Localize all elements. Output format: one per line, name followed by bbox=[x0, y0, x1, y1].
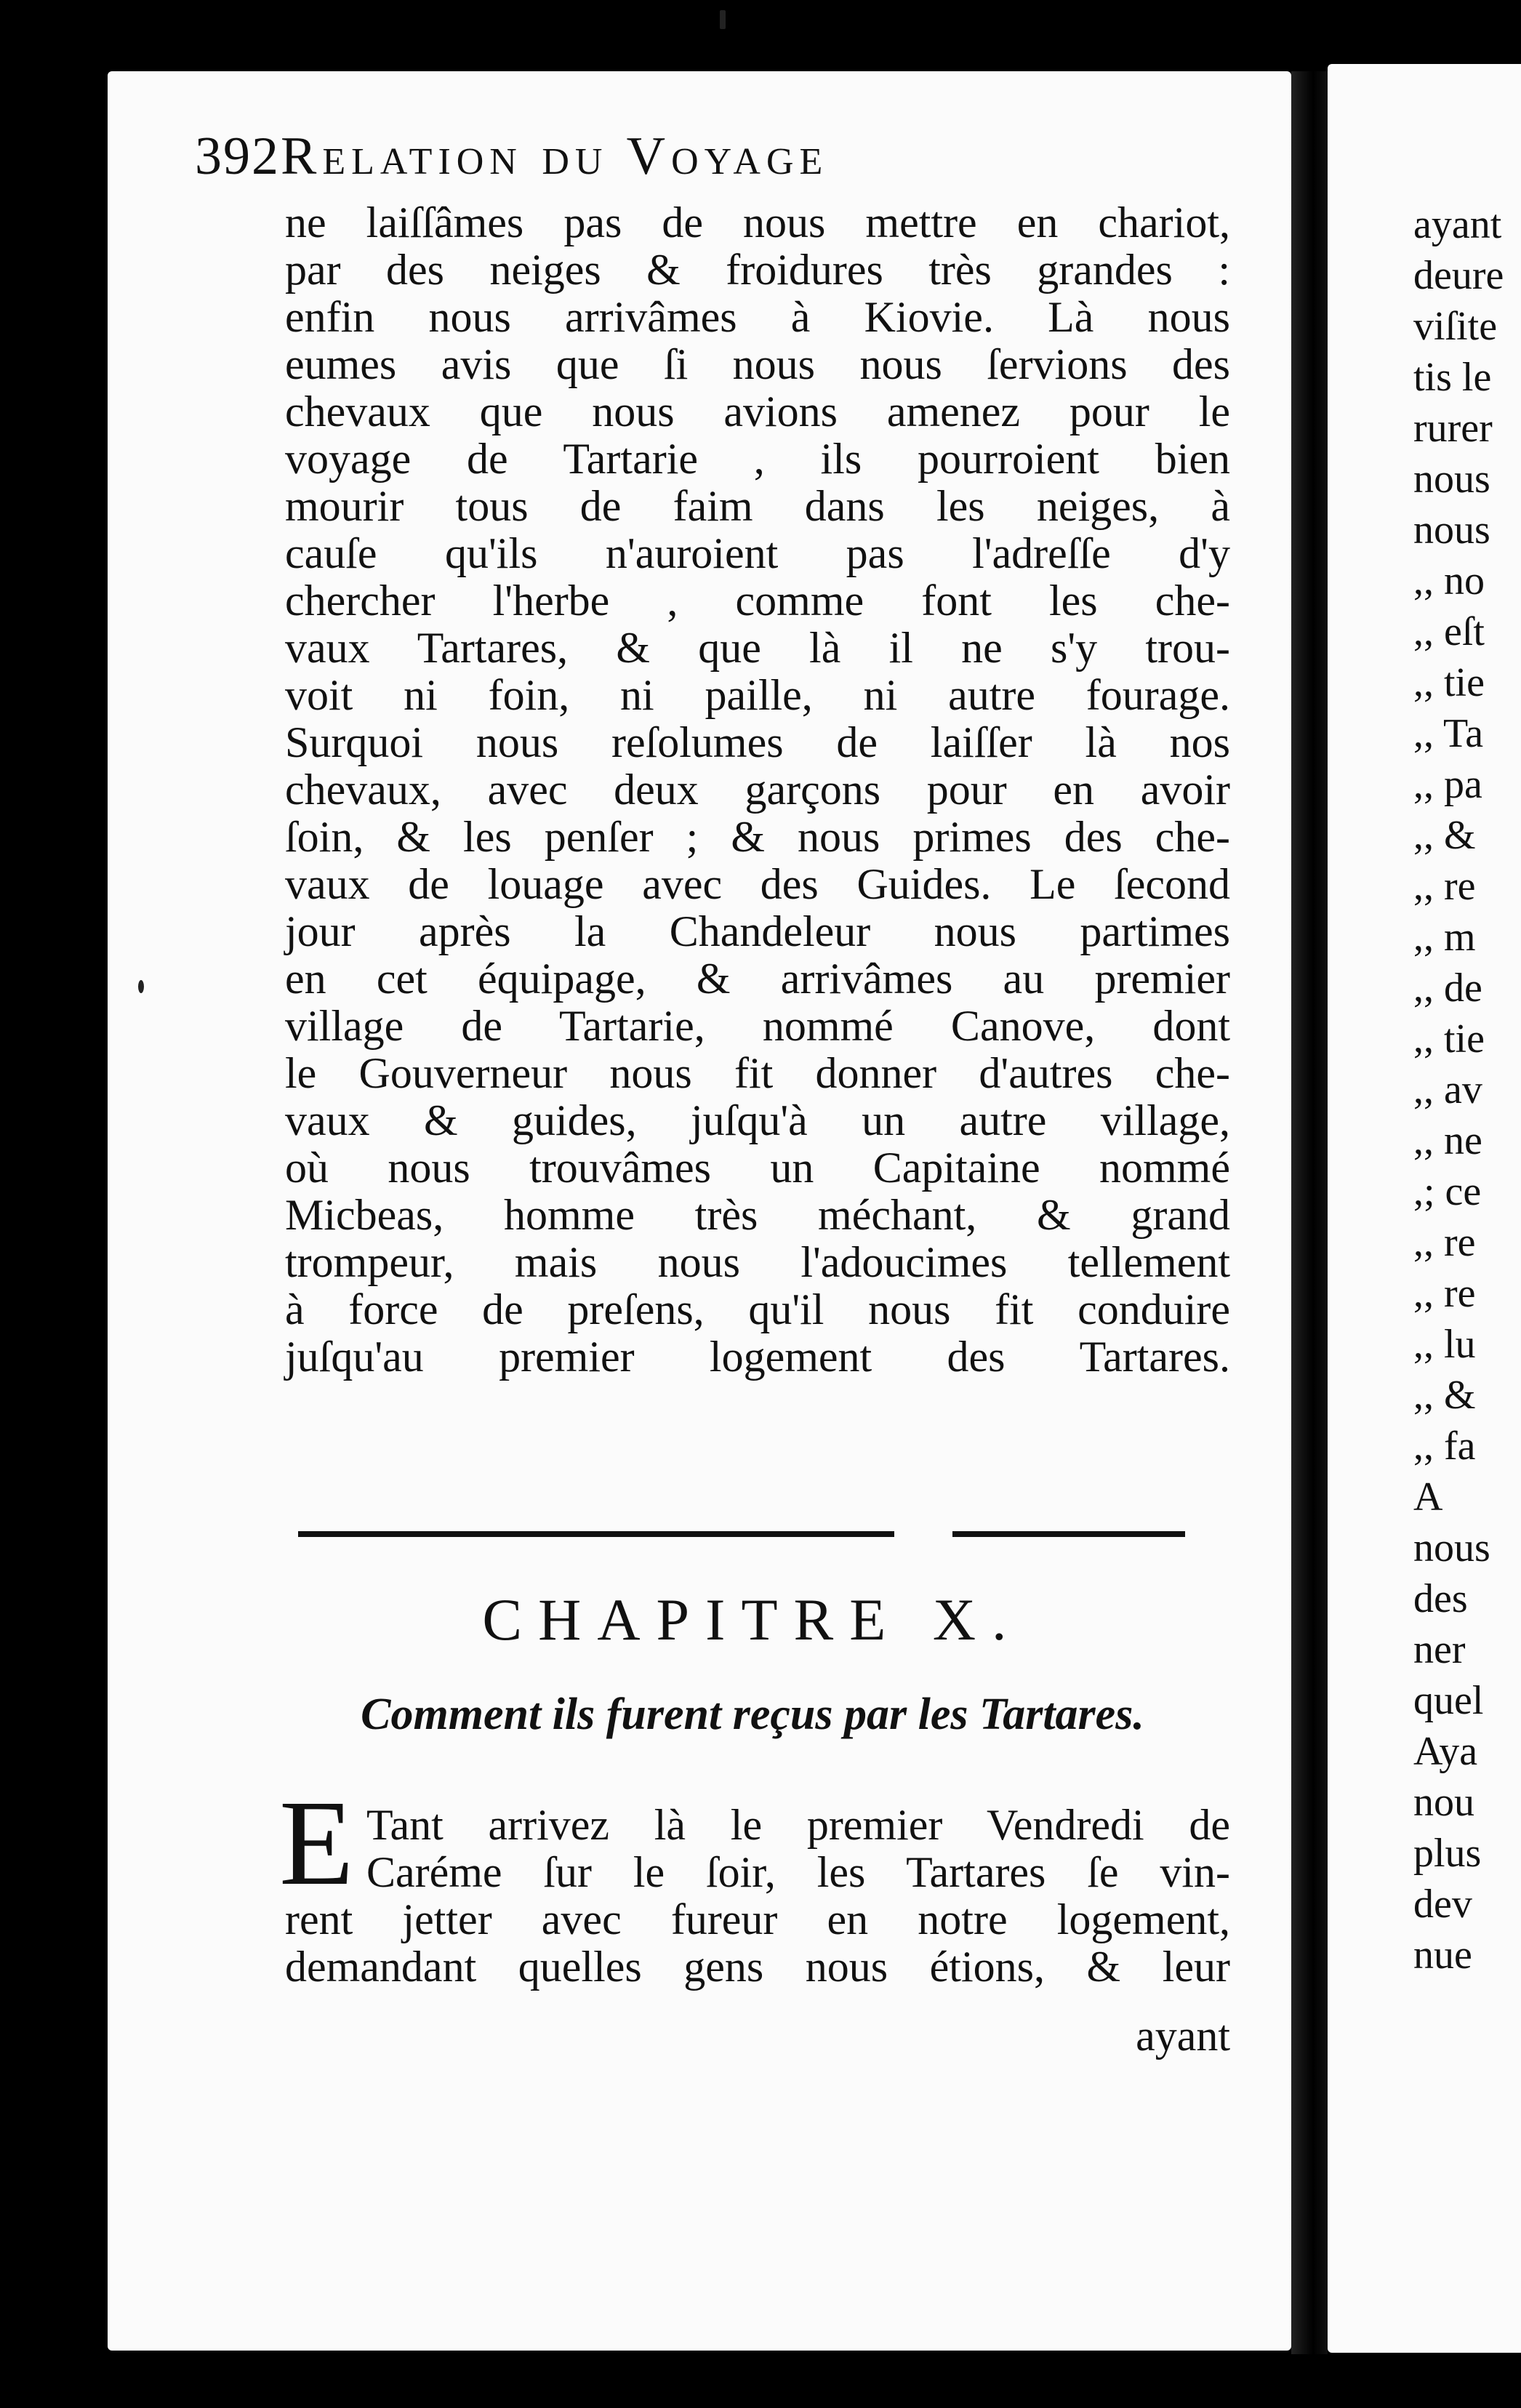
facing-line: ,, ne bbox=[1413, 1118, 1482, 1163]
text-line: vaux de louage avec des Guides. Le ſecond bbox=[285, 860, 1230, 908]
book-gutter bbox=[1291, 71, 1328, 2354]
chapter-title: CHAPITRE X. bbox=[482, 1586, 1023, 1653]
text-line: le Gouverneur nous fit donner d'autres che- bbox=[285, 1049, 1230, 1097]
text-line: jour après la Chandeleur nous partimes bbox=[285, 907, 1230, 955]
facing-line: ner bbox=[1413, 1627, 1466, 1672]
facing-line: tis le bbox=[1413, 355, 1492, 400]
text-line: Surquoi nous reſolumes de laiſſer là nos bbox=[285, 718, 1230, 766]
facing-line: plus bbox=[1413, 1831, 1482, 1876]
text-line: chevaux que nous avions amenez pour le bbox=[285, 388, 1230, 436]
facing-line: viſite bbox=[1413, 304, 1498, 349]
body-text bbox=[285, 199, 1230, 1381]
text-line: vaux & guides, juſqu'à un autre village, bbox=[285, 1096, 1230, 1144]
facing-line: ,, de bbox=[1413, 966, 1482, 1011]
catchword: ayant bbox=[1136, 2012, 1230, 2060]
facing-line: ,, re bbox=[1413, 1220, 1476, 1265]
facing-line: ,, re bbox=[1413, 1271, 1476, 1316]
page-number: 392 bbox=[195, 127, 280, 186]
text-line: par des neiges & froidures très grandes : bbox=[285, 246, 1230, 294]
facing-line: ,, fa bbox=[1413, 1424, 1476, 1469]
facing-line: ,, av bbox=[1413, 1067, 1482, 1112]
facing-line: ,, m bbox=[1413, 915, 1476, 960]
text-line: vaux Tartares, & que là il ne s'y trou- bbox=[285, 624, 1230, 672]
text-line: village de Tartarie, nommé Canove, dont bbox=[285, 1002, 1230, 1050]
text-line: chercher l'herbe , comme font les che- bbox=[285, 577, 1230, 625]
facing-line: nous bbox=[1413, 457, 1490, 502]
facing-line: nous bbox=[1413, 1525, 1490, 1570]
text-line: juſqu'au premier logement des Tartares. bbox=[285, 1333, 1230, 1381]
chapter-text bbox=[285, 1802, 1230, 1991]
text-line: demandant quelles gens nous étions, & leur bbox=[285, 1943, 1230, 1991]
text-line: eumes avis que ſi nous nous ſervions des bbox=[285, 340, 1230, 388]
text-line: Micbeas, homme très méchant, & grand bbox=[285, 1191, 1230, 1239]
text-line: où nous trouvâmes un Capitaine nommé bbox=[285, 1144, 1230, 1192]
facing-line: dev bbox=[1413, 1882, 1472, 1927]
facing-line: quel bbox=[1413, 1678, 1484, 1723]
facing-line: nou bbox=[1413, 1780, 1474, 1825]
facing-line: ,, tie bbox=[1413, 660, 1485, 705]
facing-line: ,, & bbox=[1413, 813, 1476, 858]
text-line: chevaux, avec deux garçons pour en avoir bbox=[285, 766, 1230, 814]
facing-line: Aya bbox=[1413, 1729, 1478, 1774]
facing-line: ayant bbox=[1413, 202, 1502, 247]
facing-line: ,, Ta bbox=[1413, 711, 1484, 756]
text-line: mourir tous de faim dans les neiges, à bbox=[285, 482, 1230, 530]
facing-line: A bbox=[1413, 1474, 1443, 1520]
facing-line: ,, eſt bbox=[1413, 609, 1485, 654]
facing-line: ,; ce bbox=[1413, 1169, 1482, 1214]
facing-line: ,, lu bbox=[1413, 1322, 1476, 1367]
chapter-divider bbox=[298, 1531, 1207, 1543]
text-line: Tant arrivez là le premier Vendredi de bbox=[366, 1801, 1230, 1849]
facing-line: ,, & bbox=[1413, 1373, 1476, 1418]
text-line: voit ni foin, ni paille, ni autre fourage. bbox=[285, 671, 1230, 719]
facing-page-text bbox=[1413, 199, 1521, 1980]
facing-line: ,, re bbox=[1413, 864, 1476, 909]
text-line: ne laiſſâmes pas de nous mettre en chariot, bbox=[285, 198, 1230, 246]
facing-line: des bbox=[1413, 1576, 1468, 1621]
facing-line: ,, tie bbox=[1413, 1016, 1485, 1061]
facing-line: nous bbox=[1413, 507, 1490, 553]
text-line: Caréme ſur le ſoir, les Tartares ſe vin- bbox=[366, 1848, 1230, 1896]
text-line: trompeur, mais nous l'adoucimes tellement bbox=[285, 1238, 1230, 1286]
ink-speck bbox=[720, 10, 726, 29]
drop-cap: E bbox=[279, 1775, 354, 1911]
chapter-subtitle: Comment ils furent reçus par les Tartares. bbox=[361, 1690, 1144, 1739]
facing-line: deure bbox=[1413, 253, 1504, 298]
running-head bbox=[195, 124, 1249, 189]
text-line: ſoin, & les penſer ; & nous primes des che- bbox=[285, 813, 1230, 861]
text-line: en cet équipage, & arrivâmes au premier bbox=[285, 955, 1230, 1003]
facing-line: ,, pa bbox=[1413, 762, 1482, 807]
divider-rule-left bbox=[298, 1531, 894, 1537]
facing-line: rurer bbox=[1413, 406, 1493, 451]
ink-speck bbox=[138, 980, 144, 993]
text-line: enfin nous arrivâmes à Kiovie. Là nous bbox=[285, 293, 1230, 341]
running-title: Relation du Voyage bbox=[281, 127, 829, 186]
text-line: rent jetter avec fureur en notre logement, bbox=[285, 1895, 1230, 1943]
divider-rule-right bbox=[952, 1531, 1185, 1537]
text-line: voyage de Tartarie , ils pourroient bien bbox=[285, 435, 1230, 483]
facing-line: ,, no bbox=[1413, 558, 1485, 603]
text-line: à force de preſens, qu'il nous fit conduire bbox=[285, 1285, 1230, 1333]
facing-line: nue bbox=[1413, 1933, 1472, 1978]
text-line: cauſe qu'ils n'auroient pas l'adreſſe d'y bbox=[285, 529, 1230, 577]
